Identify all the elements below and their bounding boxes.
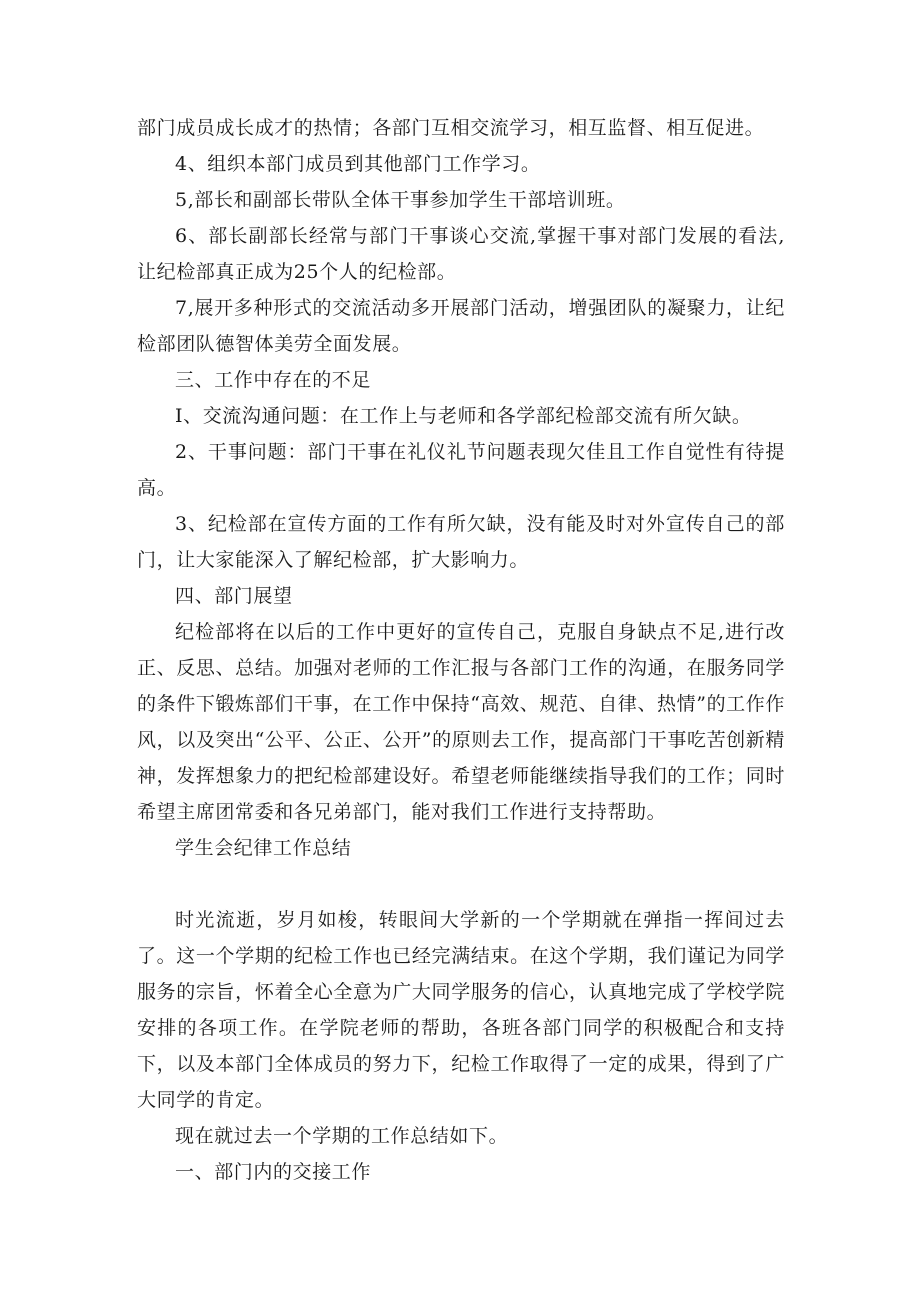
paragraph-intro: 时光流逝，岁月如梭，转眼间大学新的一个学期就在弹指一挥间过去了。这一个学期的纪检工作也已经完满结束。在这个学期，我们谨记为同学服务的宗旨，怀着全心全意为广大同学服务的信心，认真地完成了学校学院安排的各项工作。在学院老师的帮助，各班各部门同学的积极配合和支持下，以及本部门全体成员的努力下，纪检工作取得了一定的成果，得到了广大同学的肯定。 [137,909,785,1111]
document-title: 学生会纪律工作总结 [175,837,352,859]
paragraph-item-5: 5,部长和副部长带队全体干事参加学生干部培训班。 [175,189,626,211]
paragraph-continuation: 部门成员成长成才的热情；各部门互相交流学习，相互监督、相互促进。 [137,117,765,139]
section-heading-handover: 一、部门内的交接工作 [175,1161,372,1183]
paragraph-outlook: 纪检部将在以后的工作中更好的宣传自己，克服自身缺点不足,进行改正、反思、总结。加强对老师的工作汇报与各部门工作的沟通，在服务同学的条件下锻炼部们干事，在工作中保持“高效、规范、自律、热情”的工作作风，以及突出“公平、公正、公开”的原则去工作，提高部门干事吃苦创新精神，发挥想象力的把纪检部建设好。希望老师能继续指导我们的工作；同时希望主席团常委和各兄弟部门，能对我们工作进行支持帮助。 [137,621,785,823]
section-heading-shortcomings: 三、工作中存在的不足 [175,369,372,391]
paragraph-item-4: 4、组织本部门成员到其他部门工作学习。 [175,153,541,175]
paragraph-shortcoming-2: 2、干事问题：部门干事在礼仪礼节问题表现欠佳且工作自觉性有待提高。 [137,441,785,499]
section-heading-outlook: 四、部门展望 [175,585,293,607]
paragraph-summary-lead: 现在就过去一个学期的工作总结如下。 [175,1125,509,1147]
paragraph-shortcoming-1: I、交流沟通问题：在工作上与老师和各学部纪检部交流有所欠缺。 [175,405,752,427]
paragraph-item-6: 6、部长副部长经常与部门干事谈心交流,掌握干事对部门发展的看法,让纪检部真正成为25个人的纪检部。 [137,225,785,283]
paragraph-shortcoming-3: 3、纪检部在宣传方面的工作有所欠缺，没有能及时对外宣传自己的部门，让大家能深入了解纪检部，扩大影响力。 [137,513,785,571]
paragraph-item-7: 7,展开多种形式的交流活动多开展部门活动，增强团队的凝聚力，让纪检部团队德智体美劳全面发展。 [137,297,785,355]
